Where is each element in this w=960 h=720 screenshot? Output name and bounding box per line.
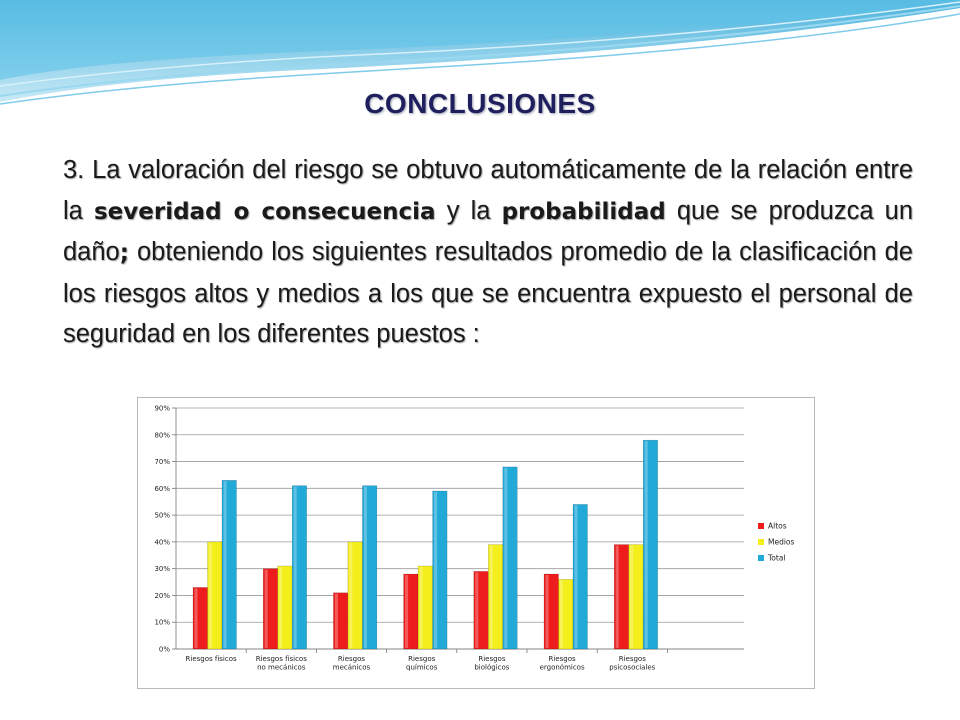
x-category-label: Riesgos físicos (185, 655, 237, 663)
y-tick-label: 90% (154, 404, 170, 413)
body-text-bold-probabilidad: probabilidad (501, 198, 666, 225)
body-text-part: y la (435, 196, 502, 225)
bar-highlight (335, 594, 338, 648)
bar-highlight (405, 575, 408, 648)
bar-highlight (504, 468, 507, 648)
x-category-label: mecánicos (332, 663, 371, 672)
bar-highlight (645, 441, 648, 648)
y-tick-label: 70% (154, 458, 170, 467)
y-tick-label: 60% (154, 484, 170, 493)
bar-highlight (294, 487, 297, 648)
legend-swatch-medios (758, 539, 764, 545)
bar-highlight (349, 543, 352, 648)
x-category-label: psicosociales (609, 663, 656, 672)
y-tick-label: 80% (154, 431, 170, 440)
bar-highlight (575, 505, 578, 648)
slide-title: CONCLUSIONES (364, 88, 596, 119)
y-tick-label: 10% (154, 618, 170, 627)
x-category-label: Riesgos (548, 655, 576, 663)
x-category-label: no mecánicos (257, 663, 306, 672)
body-text-part: 3. La valoración del riesgo se obtuvo automáticamente de la relación entre la (63, 156, 913, 225)
y-tick-label: 30% (154, 565, 170, 574)
x-category-label: biológicos (474, 663, 510, 672)
legend-swatch-altos (758, 523, 764, 529)
y-tick-label: 0% (158, 645, 170, 654)
bar-highlight (265, 570, 268, 648)
bar-highlight (420, 567, 423, 648)
bar-highlight (630, 546, 633, 648)
bar-highlight (364, 487, 367, 648)
y-tick-label: 50% (154, 511, 170, 520)
x-category-label: ergonómicos (539, 663, 585, 672)
x-category-label: Riesgos (478, 655, 506, 663)
x-category-label: Riesgos (337, 655, 366, 663)
body-text-part: que se produzca un daño (63, 196, 913, 266)
body-text-bold-semicolon: ; (119, 240, 129, 266)
bar-highlight (546, 575, 549, 648)
bar-highlight (475, 572, 478, 648)
x-category-label: Riesgos (408, 655, 436, 663)
bar-highlight (224, 481, 227, 648)
legend-label-altos: Altos (768, 521, 787, 531)
legend-label-total: Total (768, 553, 786, 563)
x-category-label: Riesgos físicos (255, 655, 307, 663)
x-category-label: químicos (406, 663, 438, 672)
chart-canvas (138, 398, 814, 688)
x-category-label: Riesgos (618, 655, 646, 663)
bar-highlight (490, 546, 493, 648)
y-tick-label: 40% (154, 538, 170, 547)
legend-swatch-total (758, 555, 764, 561)
bar-highlight (209, 543, 212, 648)
risk-bar-chart (137, 397, 815, 689)
bar-highlight (195, 588, 198, 648)
y-tick-label: 20% (154, 591, 170, 600)
bar-highlight (616, 546, 619, 648)
bar-highlight (279, 567, 282, 648)
bar-highlight (434, 492, 437, 648)
body-text-bold-severidad: severidad o consecuencia (93, 198, 436, 225)
slide-body-paragraph (63, 150, 913, 355)
body-text-part: obteniendo los siguientes resultados promedio de la clasificación de los riesgos altos y medios a los que se encuentra expuesto el personal de seguridad en los diferentes puestos : (63, 238, 913, 348)
legend-label-medios: Medios (768, 537, 795, 547)
bar-highlight (560, 580, 563, 648)
